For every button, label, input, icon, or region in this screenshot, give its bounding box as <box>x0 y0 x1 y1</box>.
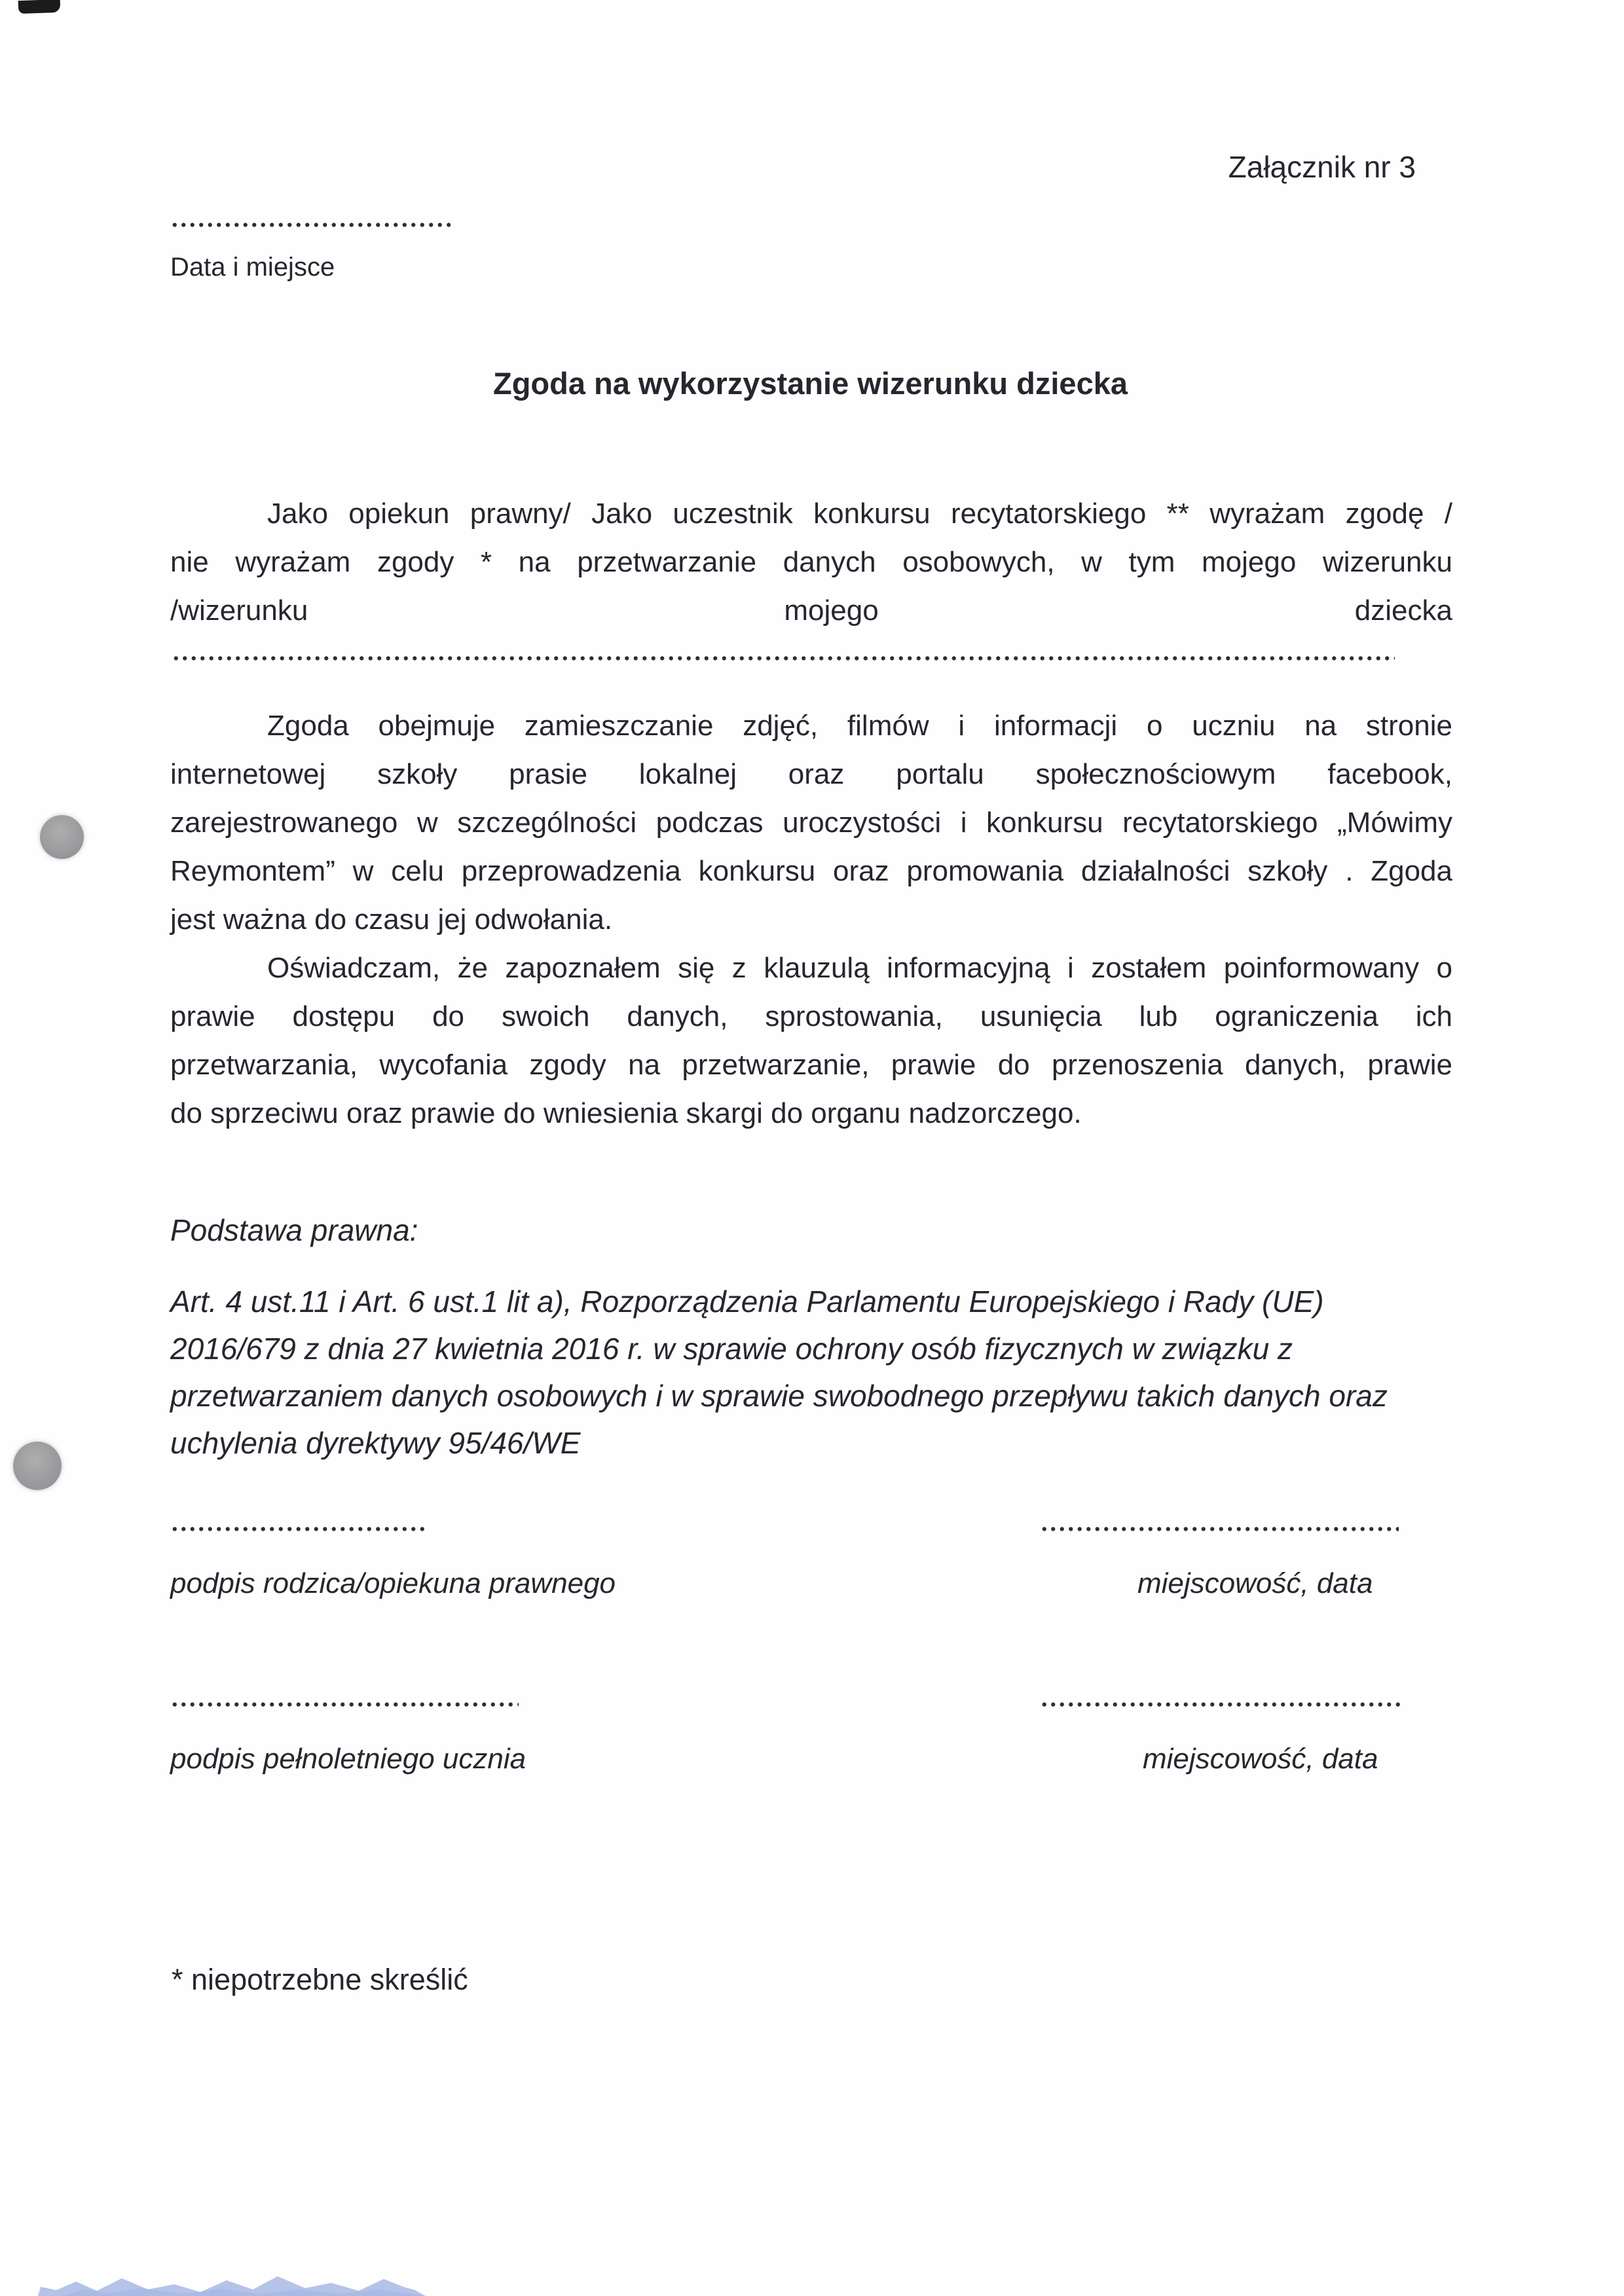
place-date-dotted-line <box>1040 1701 1404 1708</box>
paragraph-line: nie wyrażam zgody * na przetwarzanie danych osobowych, w tym mojego wizerunku <box>170 546 1452 578</box>
paragraph-line: jest ważna do czasu jej odwołania. <box>170 903 613 936</box>
place-date-dotted-line <box>1040 1525 1399 1533</box>
date-place-label: Data i miejsce <box>170 253 335 282</box>
place-date-label: miejscowość, data <box>1137 1567 1373 1599</box>
scan-smudge-artifact <box>18 0 61 14</box>
punch-hole-mark <box>13 1442 62 1490</box>
paragraph-line: Oświadczam, że zapoznałem się z klauzulą informacyjną i zostałem poinformowany o <box>267 952 1452 984</box>
date-place-dotted-line <box>170 221 451 228</box>
legal-basis-heading: Podstawa prawna: <box>170 1213 418 1247</box>
paragraph-line: Zgoda obejmuje zamieszczanie zdjęć, filmów i informacji o uczniu na stronie <box>267 710 1452 742</box>
place-date-label: miejscowość, data <box>1143 1743 1378 1775</box>
paragraph-line: przetwarzania, wycofania zgody na przetwarzanie, prawie do przenoszenia danych, prawie <box>170 1049 1452 1081</box>
document-title: Zgoda na wykorzystanie wizerunku dziecka <box>492 366 1128 401</box>
punch-hole-mark <box>40 815 84 859</box>
legal-basis-line: 2016/679 z dnia 27 kwietnia 2016 r. w sprawie ochrony osób fizycznych w związku z <box>170 1332 1293 1366</box>
parent-signature-dotted-line <box>170 1525 424 1533</box>
parent-signature-label: podpis rodzica/opiekuna prawnego <box>170 1567 616 1599</box>
paragraph-line: /wizerunku mojego dziecka <box>170 594 1452 627</box>
legal-basis-line: Art. 4 ust.11 i Art. 6 ust.1 lit a), Rozporządzenia Parlamentu Europejskiego i Rady (UE) <box>170 1285 1324 1319</box>
legal-basis-line: przetwarzaniem danych osobowych i w sprawie swobodnego przepływu takich danych oraz <box>170 1379 1388 1413</box>
fill-in-dotted-line <box>172 655 1395 662</box>
attachment-number-note: Załącznik nr 3 <box>1228 150 1416 184</box>
consent-declaration-paragraph <box>170 490 1452 635</box>
paragraph-line: prawie dostępu do swoich danych, sprostowania, usunięcia lub ograniczenia ich <box>170 1000 1452 1032</box>
paragraph-line: zarejestrowanego w szczególności podczas uroczystości i konkursu recytatorskiego „Mówimy <box>170 807 1452 839</box>
student-signature-label: podpis pełnoletniego ucznia <box>170 1743 526 1775</box>
paragraph-line: internetowej szkoły prasie lokalnej oraz portalu społecznościowym facebook, <box>170 758 1452 790</box>
paragraph-line: do sprzeciwu oraz prawie do wniesienia skargi do organu nadzorczego. <box>170 1097 1082 1129</box>
consent-scope-paragraph <box>170 702 1452 1138</box>
legal-basis-line: uchylenia dyrektywy 95/46/WE <box>170 1426 581 1460</box>
student-signature-dotted-line <box>170 1701 519 1708</box>
footnote: * niepotrzebne skreślić <box>172 1963 468 1996</box>
paragraph-line: Reymontem” w celu przeprowadzenia konkursu oraz promowania działalności szkoły . Zgoda <box>170 855 1452 887</box>
scan-edge-artifact <box>38 2272 426 2296</box>
legal-basis-text <box>170 1278 1428 1467</box>
paragraph-line: Jako opiekun prawny/ Jako uczestnik konkursu recytatorskiego ** wyrażam zgodę / <box>267 498 1452 530</box>
